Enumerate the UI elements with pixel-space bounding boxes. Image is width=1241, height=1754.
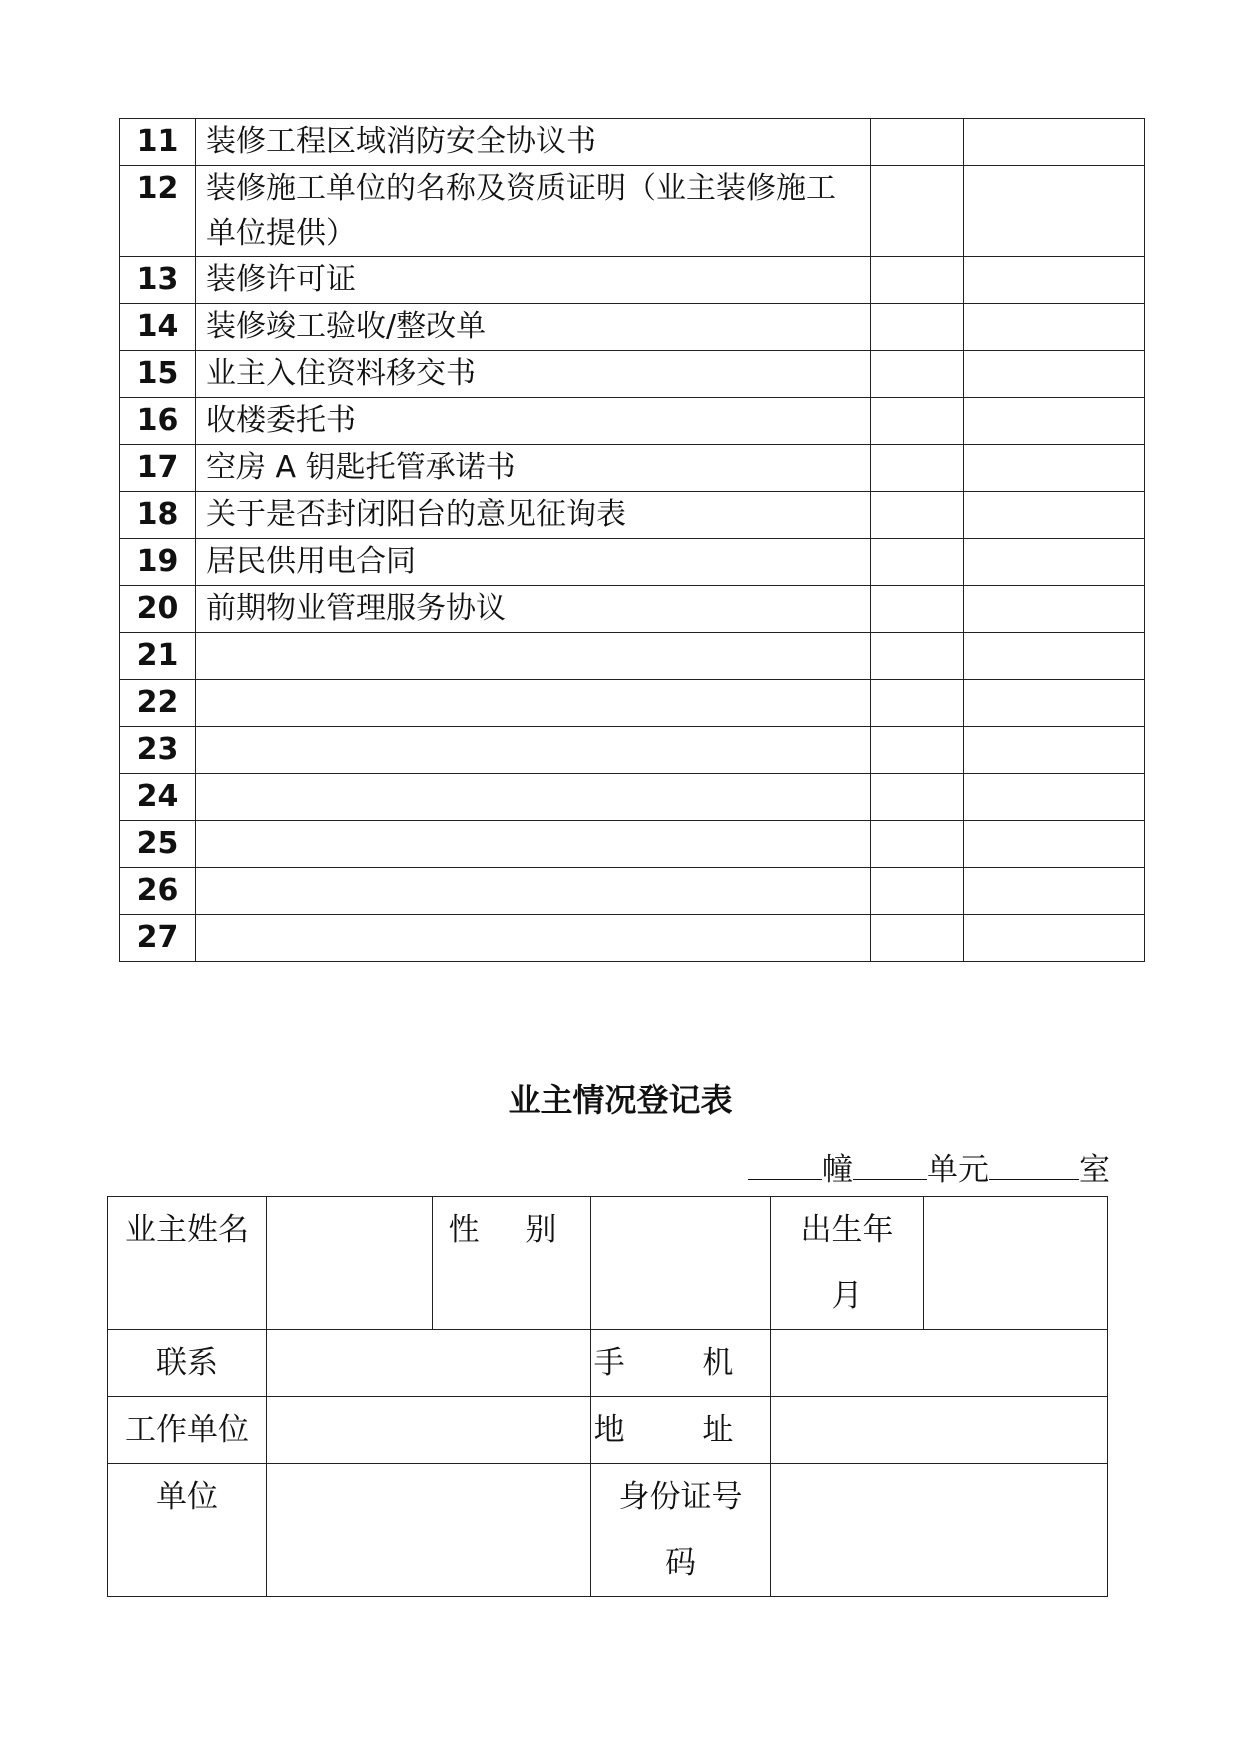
contact-label: 联系 xyxy=(108,1330,267,1397)
unit-label: 单元 xyxy=(927,1152,989,1188)
remark-cell[interactable] xyxy=(964,166,1145,257)
remark-cell[interactable] xyxy=(964,445,1145,492)
check-cell[interactable] xyxy=(871,304,964,351)
row-number: 16 xyxy=(120,398,196,445)
check-cell[interactable] xyxy=(871,166,964,257)
check-cell[interactable] xyxy=(871,492,964,539)
form-row-basic xyxy=(108,1197,1108,1330)
check-cell[interactable] xyxy=(871,445,964,492)
owner-registration-form xyxy=(107,1196,1108,1597)
check-cell[interactable] xyxy=(871,398,964,445)
id-number-field[interactable] xyxy=(771,1464,1108,1597)
checklist-row xyxy=(120,586,1145,633)
checklist-row xyxy=(120,166,1145,257)
checklist-row xyxy=(120,821,1145,868)
mobile-field[interactable] xyxy=(771,1330,1108,1397)
document-name: 装修竣工验收/整改单 xyxy=(196,304,871,351)
checklist-row xyxy=(120,774,1145,821)
room-label: 室 xyxy=(1079,1152,1110,1188)
contact-field[interactable] xyxy=(267,1330,591,1397)
unit-label: 单位 xyxy=(108,1464,267,1597)
checklist-row xyxy=(120,398,1145,445)
remark-cell[interactable] xyxy=(964,257,1145,304)
document-name: 关于是否封闭阳台的意见征询表 xyxy=(196,492,871,539)
remark-cell[interactable] xyxy=(964,868,1145,915)
form-row-work xyxy=(108,1397,1108,1464)
check-cell[interactable] xyxy=(871,257,964,304)
checklist-row xyxy=(120,727,1145,774)
checklist-row xyxy=(120,915,1145,962)
row-number: 26 xyxy=(120,868,196,915)
work-unit-field[interactable] xyxy=(267,1397,591,1464)
document-name xyxy=(196,821,871,868)
checklist-row xyxy=(120,539,1145,586)
remark-cell[interactable] xyxy=(964,398,1145,445)
check-cell[interactable] xyxy=(871,633,964,680)
row-number: 13 xyxy=(120,257,196,304)
remark-cell[interactable] xyxy=(964,351,1145,398)
row-number: 24 xyxy=(120,774,196,821)
document-name: 业主入住资料移交书 xyxy=(196,351,871,398)
check-cell[interactable] xyxy=(871,119,964,166)
form-row-id xyxy=(108,1464,1108,1597)
row-number: 18 xyxy=(120,492,196,539)
check-cell[interactable] xyxy=(871,774,964,821)
document-name: 收楼委托书 xyxy=(196,398,871,445)
checklist-row xyxy=(120,119,1145,166)
remark-cell[interactable] xyxy=(964,821,1145,868)
document-name xyxy=(196,680,871,727)
check-cell[interactable] xyxy=(871,821,964,868)
row-number: 20 xyxy=(120,586,196,633)
row-number: 27 xyxy=(120,915,196,962)
owner-name-field[interactable] xyxy=(267,1197,433,1330)
remark-cell[interactable] xyxy=(964,727,1145,774)
document-checklist-table xyxy=(119,118,1145,962)
document-name xyxy=(196,633,871,680)
address-field[interactable] xyxy=(771,1397,1108,1464)
building-label: 幢 xyxy=(822,1152,853,1188)
checklist-row xyxy=(120,304,1145,351)
remark-cell[interactable] xyxy=(964,539,1145,586)
row-number: 11 xyxy=(120,119,196,166)
row-number: 23 xyxy=(120,727,196,774)
form-title: 业主情况登记表 xyxy=(508,1081,733,1119)
check-cell[interactable] xyxy=(871,915,964,962)
remark-cell[interactable] xyxy=(964,304,1145,351)
document-name: 居民供用电合同 xyxy=(196,539,871,586)
row-number: 22 xyxy=(120,680,196,727)
document-name xyxy=(196,915,871,962)
remark-cell[interactable] xyxy=(964,680,1145,727)
mobile-label: 手 机 xyxy=(591,1330,771,1397)
address-line xyxy=(680,1145,1110,1191)
owner-name-label: 业主姓名 xyxy=(108,1197,267,1330)
check-cell[interactable] xyxy=(871,586,964,633)
remark-cell[interactable] xyxy=(964,915,1145,962)
document-name: 装修许可证 xyxy=(196,257,871,304)
document-name xyxy=(196,727,871,774)
remark-cell[interactable] xyxy=(964,633,1145,680)
checklist-row xyxy=(120,351,1145,398)
row-number: 21 xyxy=(120,633,196,680)
checklist-row xyxy=(120,257,1145,304)
address-label: 地 址 xyxy=(591,1397,771,1464)
document-name xyxy=(196,868,871,915)
remark-cell[interactable] xyxy=(964,774,1145,821)
unit-field[interactable] xyxy=(267,1464,591,1597)
birth-field[interactable] xyxy=(924,1197,1108,1330)
row-number: 17 xyxy=(120,445,196,492)
document-name xyxy=(196,774,871,821)
checklist-row xyxy=(120,680,1145,727)
remark-cell[interactable] xyxy=(964,119,1145,166)
row-number: 19 xyxy=(120,539,196,586)
gender-label: 性 别 xyxy=(433,1197,591,1330)
check-cell[interactable] xyxy=(871,868,964,915)
id-number-label: 身份证号码 xyxy=(591,1464,771,1597)
document-name: 前期物业管理服务协议 xyxy=(196,586,871,633)
check-cell[interactable] xyxy=(871,680,964,727)
checklist-body xyxy=(120,119,1145,962)
check-cell[interactable] xyxy=(871,727,964,774)
work-unit-label: 工作单位 xyxy=(108,1397,267,1464)
checklist-row xyxy=(120,633,1145,680)
gender-field[interactable] xyxy=(591,1197,771,1330)
document-name: 装修施工单位的名称及资质证明（业主装修施工单位提供） xyxy=(196,166,871,257)
unit-blank[interactable] xyxy=(853,1145,927,1180)
row-number: 14 xyxy=(120,304,196,351)
building-blank[interactable] xyxy=(748,1145,822,1180)
document-name: 空房 A 钥匙托管承诺书 xyxy=(196,445,871,492)
checklist-row xyxy=(120,445,1145,492)
birth-label: 出生年月 xyxy=(771,1197,924,1330)
room-blank[interactable] xyxy=(989,1145,1079,1180)
document-name: 装修工程区域消防安全协议书 xyxy=(196,119,871,166)
remark-cell[interactable] xyxy=(964,586,1145,633)
checklist-row xyxy=(120,492,1145,539)
check-cell[interactable] xyxy=(871,351,964,398)
check-cell[interactable] xyxy=(871,539,964,586)
remark-cell[interactable] xyxy=(964,492,1145,539)
checklist-row xyxy=(120,868,1145,915)
row-number: 15 xyxy=(120,351,196,398)
form-row-contact xyxy=(108,1330,1108,1397)
row-number: 25 xyxy=(120,821,196,868)
row-number: 12 xyxy=(120,166,196,257)
